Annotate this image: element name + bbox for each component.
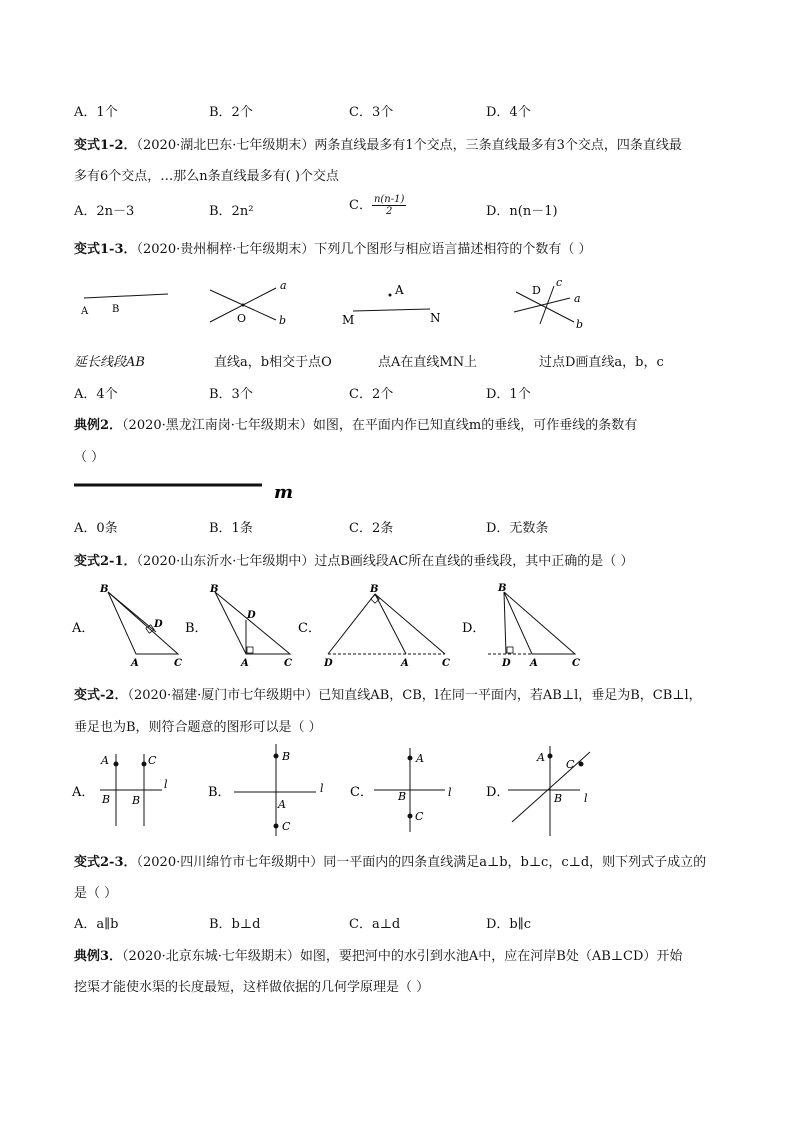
question-text: （2020·福建·厦门市七年级期中）已知直线AB，CB，l在同一平面内，若AB⊥l，垂足为B，CB⊥l， [127, 688, 702, 703]
question-lead: 变式2-3． [74, 855, 137, 870]
v1-3-captions [74, 351, 714, 371]
option-a-letter: A． [72, 785, 95, 800]
label-c: C [442, 658, 450, 669]
option-b: B．b⊥d [209, 917, 261, 932]
option-a: A．4个 [74, 387, 118, 402]
label-b: b [279, 314, 287, 327]
option-a: A．a∥b [74, 917, 119, 932]
label-a: A [395, 283, 404, 297]
option-d: D．4个 [486, 105, 531, 120]
label-b: B [210, 584, 219, 595]
label-c: C [284, 658, 292, 669]
v1-2-options [74, 194, 714, 220]
question-v2-line2: 垂足也为B，则符合题意的图形可以是（ ） [74, 720, 322, 735]
question-text: （2020·北京东城·七年级期末）如图，要把河中的水引到水池A中，应在河岸B处（AB⊥CD）开始 [122, 949, 683, 964]
label-b: B [282, 750, 291, 763]
caption-3: 点A在直线MN上 [378, 355, 478, 370]
question-lead: 变式2-1． [74, 554, 137, 569]
question-text: （2020·湖北巴东·七年级期末）两条直线最多有1个交点，三条直线最多有3个交点，四条直线最 [136, 138, 682, 153]
option-d-letter: D． [462, 621, 486, 636]
label-l: l [448, 786, 452, 799]
label-d: D [247, 610, 256, 621]
label-a: A [81, 306, 89, 317]
label-n: N [430, 311, 441, 325]
question-text: （2020·贵州桐梓·七年级期末）下列几个图形与相应语言描述相符的个数有（ ） [136, 242, 592, 257]
label-b: B [112, 304, 120, 315]
option-c-letter: C． [298, 621, 321, 636]
label-c: C [415, 810, 424, 823]
label-c: c [556, 276, 563, 289]
label-b: B [102, 793, 111, 806]
option-d-letter: D． [486, 785, 510, 800]
label-b: B [370, 584, 379, 595]
figures-v1-3 [70, 272, 600, 334]
option-c: C．a⊥d [349, 917, 401, 932]
label-m: m [274, 482, 294, 503]
label-l: l [320, 782, 324, 795]
example-2 [74, 414, 637, 433]
option-a: A．0条 [74, 521, 118, 536]
label-b: B [398, 790, 407, 803]
label-a: a [280, 279, 287, 292]
label-c: C [148, 754, 157, 767]
label-b: B [132, 794, 141, 807]
option-d: D．b∥c [486, 917, 532, 932]
label-d: D [532, 284, 541, 297]
label-d: D [324, 658, 333, 669]
figures-v2-1 [70, 582, 600, 672]
label-a: A [537, 751, 545, 764]
question-lead: 变式-2． [74, 688, 128, 703]
label-b: B [498, 583, 507, 594]
option-b: B．2个 [209, 105, 253, 120]
question-lead: 典例2． [74, 418, 123, 433]
label-b: B [100, 584, 109, 595]
option-d: D．1个 [486, 387, 531, 402]
caption-1: 延长线段AB [74, 355, 145, 370]
option-b-letter: B． [208, 785, 231, 800]
option-b-letter: B． [185, 621, 208, 636]
example-3-line2: 挖渠才能使水渠的长度最短，这样做依据的几何学原理是（ ） [74, 980, 430, 995]
label-a: A [530, 658, 538, 669]
option-a-letter: A． [72, 621, 95, 636]
label-a: A [131, 658, 139, 669]
question-v2 [74, 684, 702, 703]
question-v1-3 [74, 238, 591, 257]
prev-question-options [74, 101, 714, 121]
figures-v2 [70, 742, 600, 838]
option-a: A．2n－3 [74, 204, 135, 219]
label-a: A [278, 798, 286, 811]
caption-2: 直线a，b相交于点O [214, 355, 332, 370]
option-c: C．2个 [349, 387, 394, 402]
label-c: C [174, 658, 182, 669]
option-c-letter: C． [350, 785, 373, 800]
v2-3-options [74, 913, 714, 933]
fraction: $\frac{n(n-1)}{2}$ [373, 194, 405, 217]
label-a: A [241, 658, 249, 669]
question-v1-2-line2: 多有6个交点，…那么n条直线最多有( )个交点 [74, 169, 339, 184]
label-a: A [101, 754, 109, 767]
caption-4: 过点D画直线a，b，c [539, 355, 664, 370]
label-c: C [566, 758, 575, 771]
option-c: C． $\frac{n(n-1)}{2}$ [349, 194, 405, 217]
option-d: D．n(n－1) [486, 204, 558, 219]
question-text: （2020·四川绵竹市七年级期中）同一平面内的四条直线满足a⊥b，b⊥c，c⊥d，则下列式子成立的 [136, 855, 707, 870]
option-d: D．无数条 [486, 521, 549, 536]
question-lead: 典例3． [74, 949, 123, 964]
label-a: A [416, 752, 424, 765]
example-2-paren: （ ） [74, 450, 105, 465]
option-c: C．2条 [349, 521, 394, 536]
figure-line-m [70, 474, 310, 504]
option-b: B．1条 [209, 521, 253, 536]
label-l: l [164, 778, 168, 791]
question-v2-3-line2: 是（ ） [74, 886, 118, 901]
question-text: （2020·黑龙江南岗·七年级期末）如图，在平面内作已知直线m的垂线，可作垂线的条数有 [122, 418, 638, 433]
option-a: A．1个 [74, 105, 118, 120]
question-v2-1 [74, 550, 633, 569]
question-text: （2020·山东沂水·七年级期中）过点B画线段AC所在直线的垂线段，其中正确的是（ ） [136, 554, 634, 569]
question-v1-2 [74, 134, 682, 153]
example-3 [74, 945, 682, 964]
question-lead: 变式1-3． [74, 242, 137, 257]
label-o: O [237, 312, 247, 325]
label-d: D [502, 658, 511, 669]
label-c: C [572, 658, 580, 669]
example-2-options [74, 517, 714, 537]
label-b: B [554, 792, 563, 805]
label-c: C [282, 820, 291, 833]
label-d: D [154, 619, 163, 630]
label-m: M [342, 313, 355, 327]
label-b: b [576, 318, 584, 331]
question-lead: 变式1-2． [74, 138, 137, 153]
question-v2-3 [74, 851, 706, 870]
option-b: B．2n² [209, 204, 254, 219]
label-a: a [574, 292, 581, 305]
v1-3-options [74, 383, 714, 403]
option-c: C．3个 [349, 105, 394, 120]
label-l: l [584, 792, 588, 805]
option-b: B．3个 [209, 387, 253, 402]
label-a: A [401, 658, 409, 669]
